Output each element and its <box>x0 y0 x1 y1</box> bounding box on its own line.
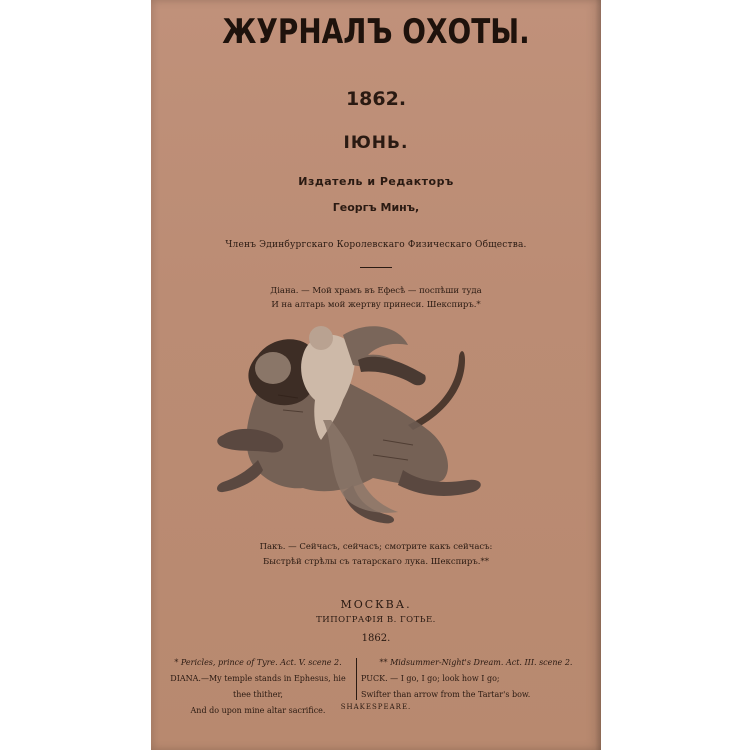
title-page <box>151 0 601 750</box>
editor-affiliation: Членъ Эдинбургскаго Королевскаго Физическаго Общества. <box>225 240 527 250</box>
journal-title: ЖУРНАЛЪ ОХОТЫ. <box>222 12 530 52</box>
section-divider <box>360 267 392 268</box>
cupid-riding-lion-illustration <box>203 320 493 525</box>
issue-month: IЮНЬ. <box>343 133 409 153</box>
epigraph-bottom <box>151 540 601 570</box>
imprint-press: ТИПОГРАФІЯ В. ГОТЬЕ. <box>316 615 436 625</box>
publisher-label: Издатель и Редакторъ <box>298 175 454 188</box>
imprint-city: МОСКВА. <box>340 598 412 611</box>
issue-year: 1862. <box>345 88 407 110</box>
footnote-right-line2: PUCK. — I go, I go; look how I go; <box>361 674 500 683</box>
footnote-right-line3: Swifter than arrow from the Tartar's bow. <box>361 690 531 699</box>
editor-name: Георгъ Минъ, <box>332 201 420 214</box>
footnote-right-source: ** Midsummer-Night's Dream. Act. III. scene 2. <box>379 658 573 667</box>
footnote-left-source: * Pericles, prince of Tyre. Act. V. scene 2. <box>174 658 342 667</box>
epigraph-bottom-line1: Пакъ. — Сейчасъ, сейчасъ; смотрите какъ сейчасъ: <box>259 542 493 552</box>
footnote-attribution: SHAKESPEARE. <box>340 703 412 711</box>
footnote-left-line3: And do upon mine altar sacrifice. <box>190 706 326 715</box>
footnote-divider <box>356 658 357 700</box>
imprint-year: 1862. <box>361 633 391 644</box>
epigraph-top-line1: Діана. — Мой храмъ въ Ефесѣ — поспѣши туда <box>270 286 482 296</box>
epigraph-top-line2: И на алтарь мой жертву принеси. Шекспиръ.* <box>271 300 481 310</box>
footnote-left-line2: DIANA.—My temple stands in Ephesus, hie thee thither, <box>170 674 346 699</box>
epigraph-top <box>151 284 601 312</box>
epigraph-bottom-line2: Быстрѣй стрѣлы съ татарскаго лука. Шекспиръ.** <box>263 557 489 567</box>
footnote-right <box>361 655 591 703</box>
